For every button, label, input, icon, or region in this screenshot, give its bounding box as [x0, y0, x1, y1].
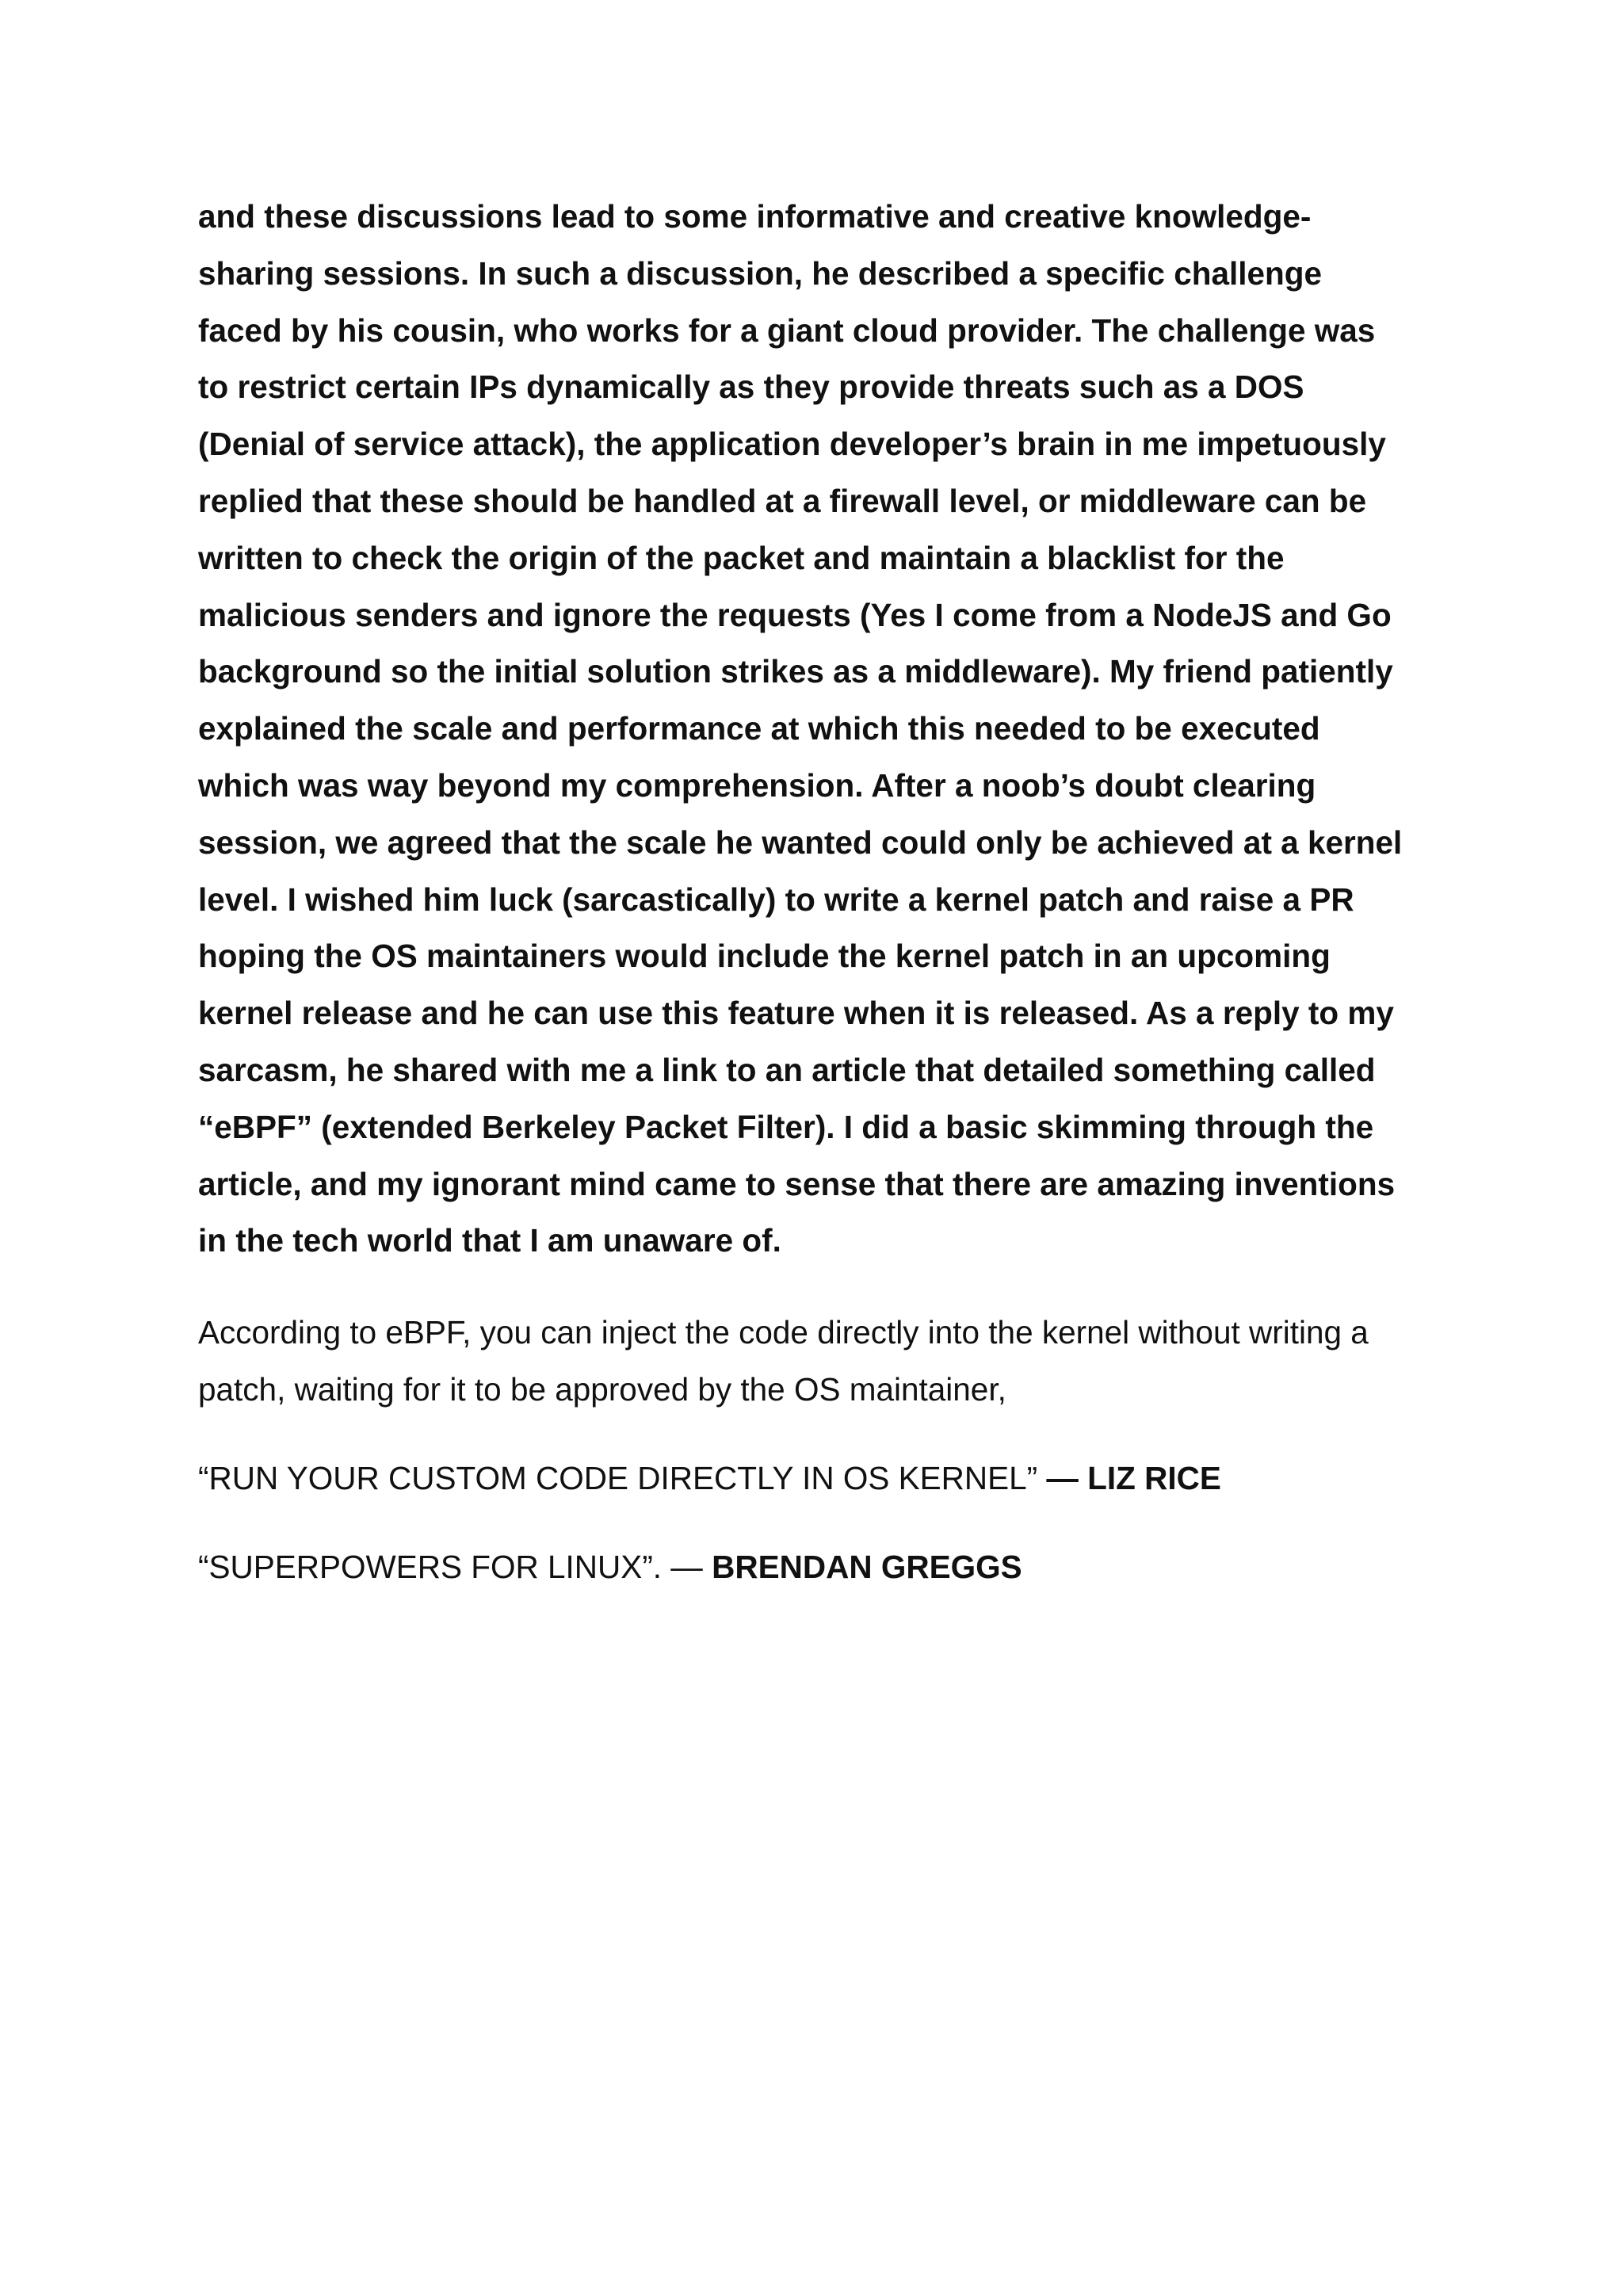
story-line: background so the initial solution strikes as a middleware). My friend patiently	[198, 653, 1393, 690]
story-line: sharing sessions. In such a discussion, he described a specific challenge	[198, 254, 1323, 292]
story-line: explained the scale and performance at which this needed to be executed	[198, 710, 1320, 747]
story-line: in the tech world that I am unaware of.	[198, 1222, 781, 1259]
quote-author: BRENDAN GREGGS	[712, 1548, 1022, 1585]
story-line: “eBPF” (extended Berkeley Packet Filter). I did a basic skimming through the	[198, 1108, 1374, 1145]
story-paragraph	[198, 189, 1442, 1270]
story-line: faced by his cousin, who works for a giant cloud provider. The challenge was	[198, 311, 1376, 349]
intro-line: According to eBPF, you can inject the code directly into the kernel without writing a	[198, 1314, 1369, 1351]
story-line: kernel release and he can use this feature when it is released. As a reply to my	[198, 995, 1394, 1032]
story-line: and these discussions lead to some informative and creative knowledge-	[198, 198, 1312, 235]
story-line: which was way beyond my comprehension. After a noob’s doubt clearing	[198, 766, 1316, 804]
story-line: (Denial of service attack), the application developer’s brain in me impetuously	[198, 426, 1386, 463]
quote-liz-rice	[198, 1450, 1442, 1507]
story-line: malicious senders and ignore the requests (Yes I come from a NodeJS and Go	[198, 596, 1392, 633]
story-line: to restrict certain IPs dynamically as they provide threats such as a DOS	[198, 369, 1304, 406]
ebpf-intro-paragraph	[198, 1305, 1442, 1419]
quote-author: — LIZ RICE	[1046, 1459, 1221, 1496]
quote-brendan-greggs	[198, 1539, 1442, 1596]
story-line: sarcasm, he shared with me a link to an article that detailed something called	[198, 1051, 1376, 1088]
quote-text: “RUN YOUR CUSTOM CODE DIRECTLY IN OS KERNEL”	[198, 1459, 1038, 1496]
story-line: article, and my ignorant mind came to sense that there are amazing inventions	[198, 1165, 1396, 1202]
document-page	[198, 189, 1442, 1595]
story-line: written to check the origin of the packet and maintain a blacklist for the	[198, 539, 1285, 576]
story-line: hoping the OS maintainers would include the kernel patch in an upcoming	[198, 938, 1331, 975]
story-line: replied that these should be handled at a firewall level, or middleware can be	[198, 482, 1367, 519]
intro-line: patch, waiting for it to be approved by the OS maintainer,	[198, 1370, 1006, 1408]
quote-text: “SUPERPOWERS FOR LINUX”. —	[198, 1548, 703, 1585]
story-line: level. I wished him luck (sarcastically) to write a kernel patch and raise a PR	[198, 881, 1354, 918]
story-line: session, we agreed that the scale he wanted could only be achieved at a kernel	[198, 823, 1403, 861]
